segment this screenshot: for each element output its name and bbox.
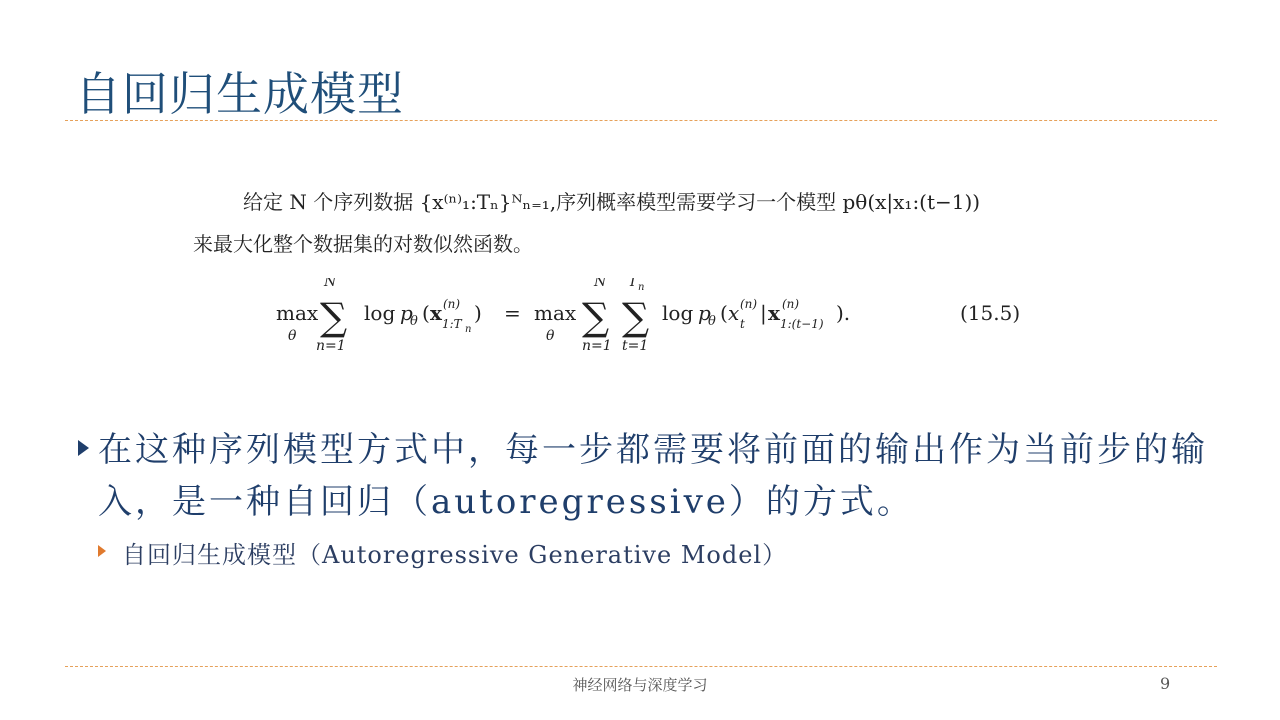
sub-bullet-triangle-icon <box>98 545 106 557</box>
svg-text:x: x <box>430 301 442 325</box>
svg-text:N: N <box>594 278 607 290</box>
svg-text:∑: ∑ <box>622 295 650 339</box>
slide-title: 自回归生成模型 <box>75 67 404 121</box>
svg-text:p: p <box>400 301 413 325</box>
page-number: 9 <box>1160 674 1171 693</box>
svg-text:T: T <box>628 278 638 290</box>
svg-text:max: max <box>276 301 319 325</box>
svg-text:N: N <box>324 278 337 290</box>
svg-text:(n): (n) <box>443 297 461 311</box>
svg-text:log: log <box>662 301 694 325</box>
svg-text:θ: θ <box>708 314 716 329</box>
footer-book-title: 神经网络与深度学习 <box>572 676 708 694</box>
footer-divider <box>65 666 1217 667</box>
svg-text:(: ( <box>720 301 728 325</box>
svg-text:max: max <box>534 301 577 325</box>
svg-text:x: x <box>728 301 740 325</box>
svg-text:n: n <box>638 282 645 293</box>
main-bullet-text: 在这种序列模型方式中，每一步都需要将前面的输出作为当前步的输入，是一种自回归（autoregressive）的方式。 <box>98 430 1208 522</box>
svg-text:n: n <box>465 324 472 335</box>
svg-text:(: ( <box>422 301 430 325</box>
equation-15-5 <box>276 278 1036 354</box>
svg-text:θ: θ <box>288 328 297 344</box>
svg-text:log: log <box>364 301 396 325</box>
svg-text:θ: θ <box>546 328 555 344</box>
equation-number: (15.5) <box>960 301 1021 325</box>
svg-text:(n): (n) <box>740 297 758 311</box>
svg-text:x: x <box>768 301 780 325</box>
bullet-triangle-icon <box>78 440 89 456</box>
sub-bullet-text: 自回归生成模型（Autoregressive Generative Model） <box>122 541 788 569</box>
svg-text:∑: ∑ <box>320 295 348 339</box>
svg-text:|: | <box>760 301 767 325</box>
svg-text:).: ). <box>836 301 851 325</box>
svg-text:∑: ∑ <box>582 295 610 339</box>
svg-text:1:(t−1): 1:(t−1) <box>780 317 824 331</box>
svg-text:1:T: 1:T <box>442 317 462 331</box>
svg-text:t: t <box>740 317 745 331</box>
svg-text:t=1: t=1 <box>622 338 649 354</box>
svg-text:(n): (n) <box>782 297 800 311</box>
svg-text:n=1: n=1 <box>582 338 612 354</box>
paragraph-line-2: 来最大化整个数据集的对数似然函数。 <box>193 232 533 256</box>
paragraph-line-1: 给定 N 个序列数据 {x⁽ⁿ⁾₁:Tₙ}ᴺₙ₌₁,序列概率模型需要学习一个模型 pθ(x|x₁:(t−1)) <box>243 190 981 214</box>
svg-text:=: = <box>504 301 521 325</box>
svg-text:θ: θ <box>410 314 418 329</box>
svg-text:n=1: n=1 <box>316 338 346 354</box>
svg-text:p: p <box>698 301 711 325</box>
svg-text:): ) <box>474 301 482 325</box>
title-divider <box>65 120 1217 121</box>
